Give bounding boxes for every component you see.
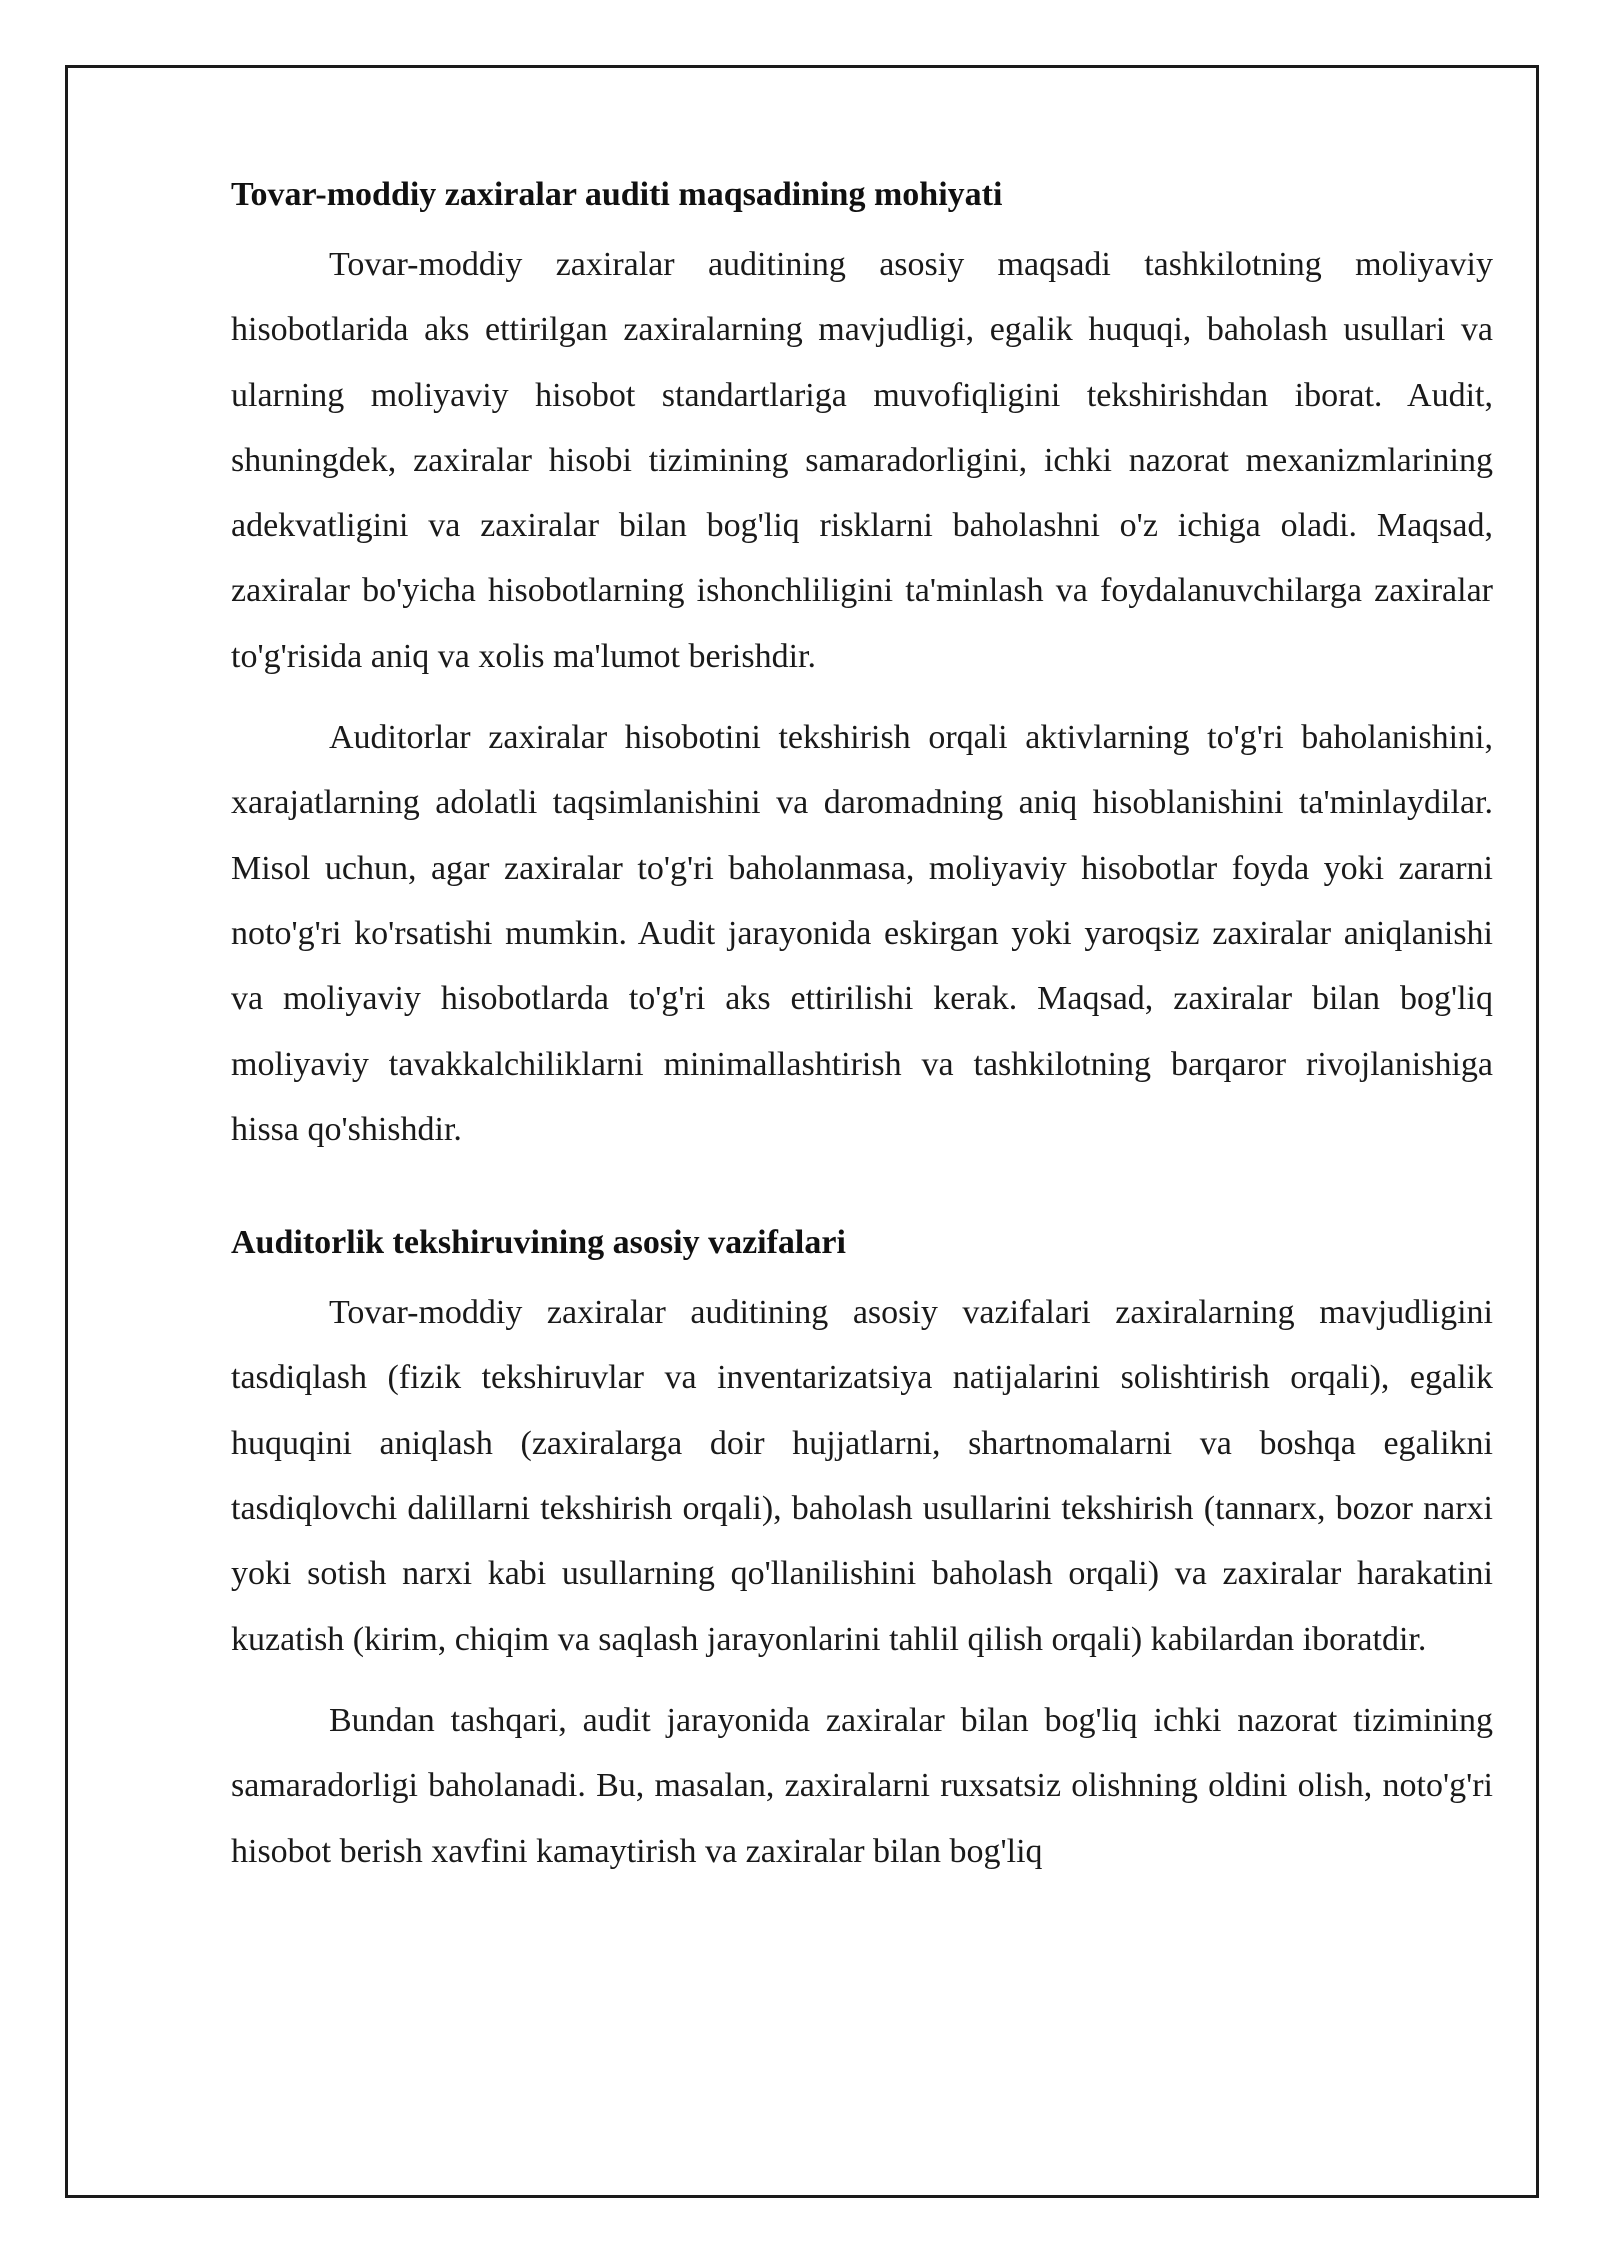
section-heading-audit-tasks: Auditorlik tekshiruvining asosiy vazifalari — [231, 1224, 846, 1262]
paragraph-audit-purpose-1: Tovar-moddiy zaxiralar auditining asosiy maqsadi tashkilotning moliyaviy hisobotlarida aks ettirilgan zaxiralarning mavjudligi, egalik huquqi, baholash usullari va ularning moliyaviy hisobot standartlariga muvofiqligini tekshirishdan iborat. Audit, shuningdek, zaxiralar hisobi tizimining samaradorligini, ichki nazorat mexanizmlarining adekvatligini va zaxiralar bilan bog'liq risklarni baholashni o'z ichiga oladi. Maqsad, zaxiralar bo'yicha hisobotlarning ishonchliligini ta'minlash va foydalanuvchilarga zaxiralar to'g'risida aniq va xolis ma'lumot berishdir. — [231, 246, 1493, 675]
paragraph-audit-purpose-2: Auditorlar zaxiralar hisobotini tekshirish orqali aktivlarning to'g'ri baholanishini, xarajatlarning adolatli taqsimlanishini va daromadning aniq hisoblanishini ta'minlaydilar. Misol uchun, agar zaxiralar to'g'ri baholanmasa, moliyaviy hisobotlar foyda yoki zararni noto'g'ri ko'rsatishi mumkin. Audit jarayonida eskirgan yoki yaroqsiz zaxiralar aniqlanishi va moliyaviy hisobotlarda to'g'ri aks ettirilishi kerak. Maqsad, zaxiralar bilan bog'liq moliyaviy tavakkalchiliklarni minimallashtirish va tashkilotning barqaror rivojlanishiga hissa qo'shishdir. — [231, 719, 1493, 1148]
paragraph-audit-tasks-2: Bundan tashqari, audit jarayonida zaxiralar bilan bog'liq ichki nazorat tizimining samaradorligi baholanadi. Bu, masalan, zaxiralarni ruxsatsiz olishning oldini olish, noto'g'ri hisobot berish xavfini kamaytirish va zaxiralar bilan bog'liq — [231, 1701, 1493, 1870]
document-body — [231, 170, 1493, 1900]
section-heading-audit-purpose: Tovar-moddiy zaxiralar auditi maqsadining mohiyati — [231, 176, 1003, 213]
paragraph-audit-tasks-1: Tovar-moddiy zaxiralar auditining asosiy vazifalari zaxiralarning mavjudligini tasdiqlash (fizik tekshiruvlar va inventarizatsiya natijalarini solishtirish orqali), egalik huquqini aniqlash (zaxiralarga doir hujjatlarni, shartnomalarni va boshqa egalikni tasdiqlovchi dalillarni tekshirish orqali), baholash usullarini tekshirish (tannarx, bozor narxi yoki sotish narxi kabi usullarning qo'llanilishini baholash orqali) va zaxiralar harakatini kuzatish (kirim, chiqim va saqlash jarayonlarini tahlil qilish orqali) kabilardan iboratdir. — [231, 1294, 1493, 1658]
section-spacer — [231, 1178, 1493, 1218]
